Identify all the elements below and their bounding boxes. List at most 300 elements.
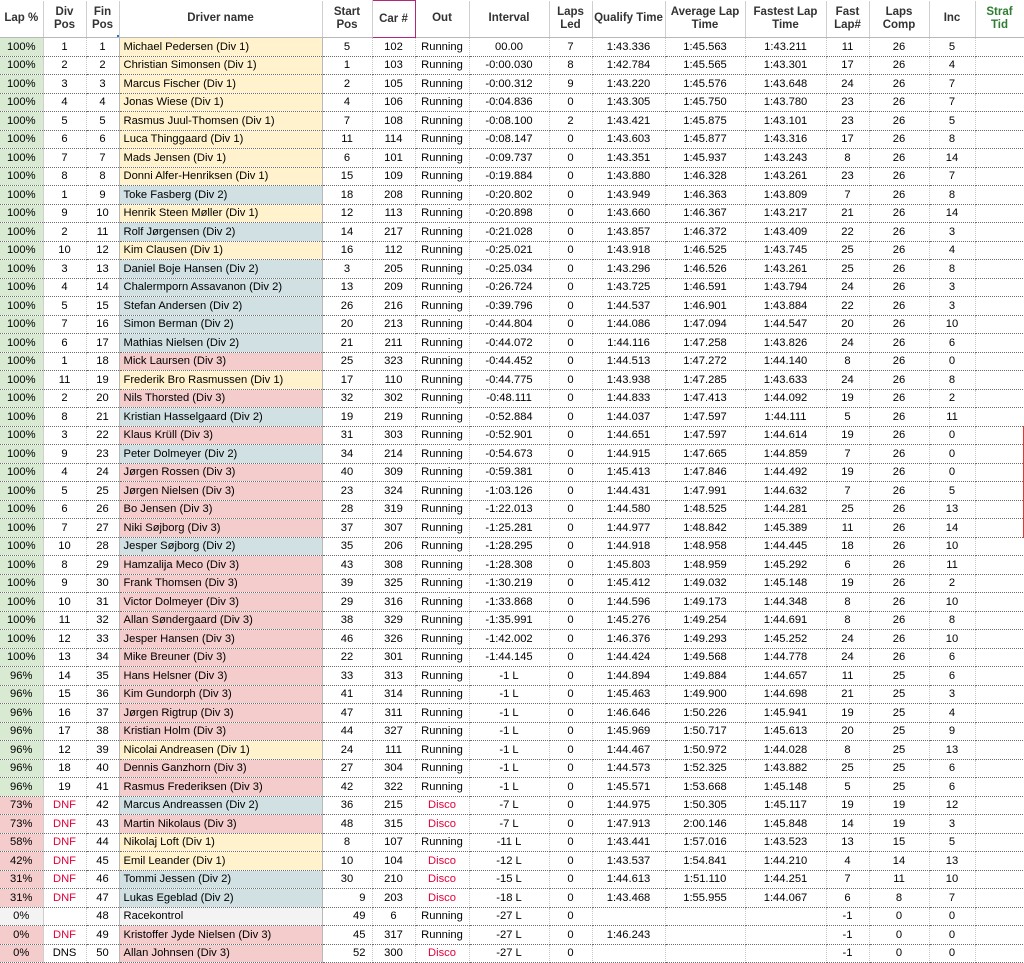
cell-straf-tid[interactable]	[975, 519, 1024, 538]
cell-laps-comp[interactable]: 26	[869, 537, 929, 556]
cell-car-number[interactable]: 214	[372, 445, 415, 464]
cell-average-lap[interactable]: 1:49.900	[665, 685, 745, 704]
cell-qualify-time[interactable]: 1:44.613	[592, 870, 665, 889]
cell-fastest-lap[interactable]: 1:45.389	[745, 519, 826, 538]
cell-fast-lap-num[interactable]: 25	[826, 759, 869, 778]
cell-laps-led[interactable]: 7	[549, 38, 592, 57]
cell-average-lap[interactable]: 1:46.526	[665, 260, 745, 279]
cell-straf-tid[interactable]	[975, 593, 1024, 612]
cell-fin-pos[interactable]: 12	[86, 241, 119, 260]
cell-laps-comp[interactable]: 25	[869, 685, 929, 704]
cell-car-number[interactable]: 303	[372, 426, 415, 445]
cell-qualify-time[interactable]: 1:43.918	[592, 241, 665, 260]
cell-car-number[interactable]: 203	[372, 889, 415, 908]
cell-laps-led[interactable]: 0	[549, 833, 592, 852]
cell-laps-led[interactable]: 0	[549, 796, 592, 815]
col-div-pos[interactable]: Div Pos	[43, 1, 86, 38]
cell-interval[interactable]: -1:44.145	[469, 648, 549, 667]
cell-laps-comp[interactable]: 25	[869, 778, 929, 797]
cell-lap-pct[interactable]: 96%	[0, 778, 43, 797]
cell-driver-name[interactable]: Mathias Nielsen (Div 2)	[119, 334, 322, 353]
cell-out[interactable]: Running	[415, 241, 469, 260]
cell-interval[interactable]: -1 L	[469, 722, 549, 741]
cell-laps-comp[interactable]: 26	[869, 519, 929, 538]
cell-laps-led[interactable]: 0	[549, 815, 592, 834]
cell-car-number[interactable]: 107	[372, 833, 415, 852]
cell-out[interactable]: Running	[415, 833, 469, 852]
cell-inc[interactable]: 0	[929, 426, 975, 445]
table-row[interactable]	[0, 796, 1024, 815]
cell-inc[interactable]: 11	[929, 408, 975, 427]
cell-fastest-lap[interactable]: 1:45.117	[745, 796, 826, 815]
cell-inc[interactable]: 6	[929, 334, 975, 353]
cell-start-pos[interactable]: 12	[322, 204, 372, 223]
cell-straf-tid[interactable]	[975, 778, 1024, 797]
cell-laps-comp[interactable]: 26	[869, 204, 929, 223]
cell-start-pos[interactable]: 11	[322, 130, 372, 149]
cell-fin-pos[interactable]: 15	[86, 297, 119, 316]
cell-driver-name[interactable]: Jørgen Rigtrup (Div 3)	[119, 704, 322, 723]
cell-interval[interactable]: -1 L	[469, 741, 549, 760]
cell-interval[interactable]: -11 L	[469, 833, 549, 852]
cell-interval[interactable]: -0:44.804	[469, 315, 549, 334]
cell-lap-pct[interactable]: 100%	[0, 352, 43, 371]
cell-average-lap[interactable]: 1:47.597	[665, 426, 745, 445]
cell-straf-tid[interactable]	[975, 926, 1024, 945]
cell-average-lap[interactable]: 1:45.937	[665, 149, 745, 168]
cell-start-pos[interactable]: 18	[322, 186, 372, 205]
cell-laps-led[interactable]: 0	[549, 315, 592, 334]
cell-laps-comp[interactable]: 19	[869, 796, 929, 815]
cell-fin-pos[interactable]: 26	[86, 500, 119, 519]
cell-laps-comp[interactable]: 15	[869, 833, 929, 852]
cell-qualify-time[interactable]: 1:45.413	[592, 463, 665, 482]
cell-fastest-lap[interactable]: 1:43.780	[745, 93, 826, 112]
cell-div-pos[interactable]: DNF	[43, 926, 86, 945]
cell-div-pos[interactable]: DNF	[43, 852, 86, 871]
cell-fin-pos[interactable]: 40	[86, 759, 119, 778]
cell-interval[interactable]: 00.00	[469, 38, 549, 57]
cell-fast-lap-num[interactable]: 20	[826, 722, 869, 741]
cell-lap-pct[interactable]: 100%	[0, 556, 43, 575]
cell-inc[interactable]: 13	[929, 500, 975, 519]
cell-fin-pos[interactable]: 41	[86, 778, 119, 797]
table-row[interactable]	[0, 278, 1024, 297]
cell-interval[interactable]: -0:20.802	[469, 186, 549, 205]
cell-div-pos[interactable]: 6	[43, 500, 86, 519]
cell-fast-lap-num[interactable]: 24	[826, 334, 869, 353]
cell-car-number[interactable]: 300	[372, 944, 415, 963]
cell-inc[interactable]: 8	[929, 260, 975, 279]
cell-inc[interactable]: 3	[929, 297, 975, 316]
table-row[interactable]	[0, 500, 1024, 519]
cell-interval[interactable]: -0:59.381	[469, 463, 549, 482]
cell-fastest-lap[interactable]: 1:43.826	[745, 334, 826, 353]
cell-fin-pos[interactable]: 37	[86, 704, 119, 723]
cell-out[interactable]: Running	[415, 445, 469, 464]
cell-lap-pct[interactable]: 100%	[0, 38, 43, 57]
cell-div-pos[interactable]: 4	[43, 278, 86, 297]
cell-interval[interactable]: -1:33.868	[469, 593, 549, 612]
cell-out[interactable]: Running	[415, 519, 469, 538]
cell-driver-name[interactable]: Jonas Wiese (Div 1)	[119, 93, 322, 112]
cell-fastest-lap[interactable]: 1:45.848	[745, 815, 826, 834]
cell-fin-pos[interactable]: 23	[86, 445, 119, 464]
table-row[interactable]	[0, 297, 1024, 316]
cell-qualify-time[interactable]: 1:44.915	[592, 445, 665, 464]
cell-laps-led[interactable]: 0	[549, 778, 592, 797]
cell-average-lap[interactable]: 1:49.884	[665, 667, 745, 686]
table-row[interactable]	[0, 352, 1024, 371]
cell-fast-lap-num[interactable]: 13	[826, 833, 869, 852]
cell-lap-pct[interactable]: 100%	[0, 186, 43, 205]
cell-out[interactable]: Running	[415, 408, 469, 427]
cell-inc[interactable]: 8	[929, 186, 975, 205]
cell-average-lap[interactable]: 1:53.668	[665, 778, 745, 797]
cell-laps-comp[interactable]: 25	[869, 704, 929, 723]
cell-average-lap[interactable]: 1:47.665	[665, 445, 745, 464]
cell-start-pos[interactable]: 49	[322, 907, 372, 926]
cell-laps-comp[interactable]: 26	[869, 593, 929, 612]
cell-laps-led[interactable]: 0	[549, 278, 592, 297]
cell-inc[interactable]: 9	[929, 722, 975, 741]
cell-lap-pct[interactable]: 42%	[0, 852, 43, 871]
cell-straf-tid[interactable]	[975, 75, 1024, 94]
cell-laps-led[interactable]: 0	[549, 759, 592, 778]
cell-qualify-time[interactable]: 1:44.975	[592, 796, 665, 815]
cell-fin-pos[interactable]: 7	[86, 149, 119, 168]
cell-laps-led[interactable]: 0	[549, 371, 592, 390]
cell-out[interactable]: Running	[415, 426, 469, 445]
cell-lap-pct[interactable]: 100%	[0, 334, 43, 353]
cell-driver-name[interactable]: Bo Jensen (Div 3)	[119, 500, 322, 519]
cell-lap-pct[interactable]: 100%	[0, 389, 43, 408]
cell-fast-lap-num[interactable]: 14	[826, 815, 869, 834]
cell-driver-name[interactable]: Marcus Fischer (Div 1)	[119, 75, 322, 94]
cell-laps-led[interactable]: 0	[549, 704, 592, 723]
cell-inc[interactable]: 4	[929, 704, 975, 723]
cell-start-pos[interactable]: 25	[322, 352, 372, 371]
cell-fast-lap-num[interactable]: 4	[826, 852, 869, 871]
cell-laps-comp[interactable]: 11	[869, 870, 929, 889]
table-row[interactable]	[0, 186, 1024, 205]
cell-fast-lap-num[interactable]: 18	[826, 537, 869, 556]
cell-car-number[interactable]: 101	[372, 149, 415, 168]
cell-laps-led[interactable]: 0	[549, 260, 592, 279]
cell-lap-pct[interactable]: 58%	[0, 833, 43, 852]
cell-lap-pct[interactable]: 100%	[0, 426, 43, 445]
cell-laps-comp[interactable]: 26	[869, 371, 929, 390]
cell-inc[interactable]: 8	[929, 611, 975, 630]
cell-laps-led[interactable]: 0	[549, 389, 592, 408]
cell-laps-led[interactable]: 8	[549, 56, 592, 75]
table-row[interactable]	[0, 870, 1024, 889]
cell-lap-pct[interactable]: 100%	[0, 648, 43, 667]
cell-average-lap[interactable]: 1:49.568	[665, 648, 745, 667]
cell-fastest-lap[interactable]: 1:43.409	[745, 223, 826, 242]
cell-inc[interactable]: 0	[929, 445, 975, 464]
table-row[interactable]	[0, 556, 1024, 575]
cell-out[interactable]: Running	[415, 204, 469, 223]
cell-start-pos[interactable]: 28	[322, 500, 372, 519]
cell-driver-name[interactable]: Peter Dolmeyer (Div 2)	[119, 445, 322, 464]
cell-driver-name[interactable]: Marcus Andreassen (Div 2)	[119, 796, 322, 815]
cell-straf-tid[interactable]	[975, 297, 1024, 316]
cell-start-pos[interactable]: 5	[322, 38, 372, 57]
cell-car-number[interactable]: 103	[372, 56, 415, 75]
cell-inc[interactable]: 0	[929, 463, 975, 482]
cell-fast-lap-num[interactable]: 6	[826, 556, 869, 575]
cell-fastest-lap[interactable]: 1:43.211	[745, 38, 826, 57]
cell-driver-name[interactable]: Emil Leander (Div 1)	[119, 852, 322, 871]
cell-out[interactable]: Running	[415, 278, 469, 297]
cell-interval[interactable]: -15 L	[469, 870, 549, 889]
cell-out[interactable]: Disco	[415, 889, 469, 908]
cell-inc[interactable]: 5	[929, 482, 975, 501]
cell-fastest-lap[interactable]: 1:44.210	[745, 852, 826, 871]
col-fin-pos[interactable]: Fin Pos	[86, 1, 119, 38]
cell-straf-tid[interactable]	[975, 186, 1024, 205]
cell-out[interactable]: Running	[415, 297, 469, 316]
cell-div-pos[interactable]: 10	[43, 241, 86, 260]
cell-lap-pct[interactable]: 100%	[0, 500, 43, 519]
cell-laps-comp[interactable]: 26	[869, 130, 929, 149]
cell-straf-tid[interactable]	[975, 741, 1024, 760]
table-row[interactable]	[0, 667, 1024, 686]
col-straf-tid[interactable]: Straf Tid	[975, 1, 1024, 38]
cell-interval[interactable]: -1:42.002	[469, 630, 549, 649]
cell-qualify-time[interactable]: 1:44.431	[592, 482, 665, 501]
cell-average-lap[interactable]: 1:46.367	[665, 204, 745, 223]
cell-fastest-lap[interactable]: 1:44.691	[745, 611, 826, 630]
cell-inc[interactable]: 10	[929, 537, 975, 556]
cell-straf-tid[interactable]	[975, 56, 1024, 75]
cell-start-pos[interactable]: 38	[322, 611, 372, 630]
cell-average-lap[interactable]: 1:49.032	[665, 574, 745, 593]
table-row[interactable]	[0, 889, 1024, 908]
cell-straf-tid[interactable]	[975, 889, 1024, 908]
table-row[interactable]	[0, 537, 1024, 556]
cell-fin-pos[interactable]: 43	[86, 815, 119, 834]
cell-div-pos[interactable]: 5	[43, 482, 86, 501]
cell-driver-name[interactable]: Victor Dolmeyer (Div 3)	[119, 593, 322, 612]
cell-fin-pos[interactable]: 19	[86, 371, 119, 390]
cell-fast-lap-num[interactable]: 20	[826, 315, 869, 334]
cell-fin-pos[interactable]: 11	[86, 223, 119, 242]
cell-fin-pos[interactable]: 13	[86, 260, 119, 279]
cell-inc[interactable]: 5	[929, 38, 975, 57]
cell-div-pos[interactable]	[43, 907, 86, 926]
cell-inc[interactable]: 0	[929, 352, 975, 371]
cell-average-lap[interactable]: 1:47.285	[665, 371, 745, 390]
cell-fastest-lap[interactable]	[745, 944, 826, 963]
cell-straf-tid[interactable]	[975, 574, 1024, 593]
cell-car-number[interactable]: 219	[372, 408, 415, 427]
cell-inc[interactable]: 14	[929, 519, 975, 538]
cell-driver-name[interactable]: Lukas Egeblad (Div 2)	[119, 889, 322, 908]
cell-average-lap[interactable]	[665, 907, 745, 926]
cell-lap-pct[interactable]: 96%	[0, 685, 43, 704]
cell-lap-pct[interactable]: 96%	[0, 722, 43, 741]
col-driver-name[interactable]: Driver name	[119, 1, 322, 38]
cell-out[interactable]: Running	[415, 482, 469, 501]
cell-straf-tid[interactable]	[975, 611, 1024, 630]
cell-car-number[interactable]: 205	[372, 260, 415, 279]
cell-out[interactable]: Running	[415, 630, 469, 649]
cell-average-lap[interactable]: 1:46.901	[665, 297, 745, 316]
cell-average-lap[interactable]: 1:54.841	[665, 852, 745, 871]
cell-laps-comp[interactable]: 25	[869, 722, 929, 741]
cell-laps-led[interactable]: 0	[549, 537, 592, 556]
cell-laps-led[interactable]: 0	[549, 593, 592, 612]
cell-div-pos[interactable]: 5	[43, 112, 86, 131]
cell-out[interactable]: Disco	[415, 870, 469, 889]
cell-laps-led[interactable]: 0	[549, 204, 592, 223]
col-start-pos[interactable]: Start Pos	[322, 1, 372, 38]
cell-out[interactable]: Running	[415, 56, 469, 75]
cell-div-pos[interactable]: 7	[43, 149, 86, 168]
cell-car-number[interactable]: 210	[372, 870, 415, 889]
cell-out[interactable]: Running	[415, 167, 469, 186]
cell-div-pos[interactable]: 1	[43, 352, 86, 371]
cell-laps-led[interactable]: 0	[549, 852, 592, 871]
col-laps-led[interactable]: Laps Led	[549, 1, 592, 38]
table-row[interactable]	[0, 759, 1024, 778]
table-row[interactable]	[0, 408, 1024, 427]
cell-fin-pos[interactable]: 39	[86, 741, 119, 760]
cell-fast-lap-num[interactable]: 5	[826, 778, 869, 797]
cell-interval[interactable]: -7 L	[469, 796, 549, 815]
cell-interval[interactable]: -1:22.013	[469, 500, 549, 519]
cell-car-number[interactable]: 324	[372, 482, 415, 501]
cell-lap-pct[interactable]: 100%	[0, 519, 43, 538]
cell-fastest-lap[interactable]: 1:44.348	[745, 593, 826, 612]
table-row[interactable]	[0, 334, 1024, 353]
cell-car-number[interactable]: 309	[372, 463, 415, 482]
cell-fin-pos[interactable]: 4	[86, 93, 119, 112]
cell-lap-pct[interactable]: 100%	[0, 75, 43, 94]
cell-lap-pct[interactable]: 100%	[0, 482, 43, 501]
cell-laps-comp[interactable]: 0	[869, 944, 929, 963]
cell-start-pos[interactable]: 10	[322, 852, 372, 871]
cell-lap-pct[interactable]: 100%	[0, 204, 43, 223]
cell-qualify-time[interactable]: 1:43.351	[592, 149, 665, 168]
cell-car-number[interactable]: 102	[372, 38, 415, 57]
cell-inc[interactable]: 10	[929, 315, 975, 334]
cell-fastest-lap[interactable]: 1:44.281	[745, 500, 826, 519]
cell-fin-pos[interactable]: 17	[86, 334, 119, 353]
cell-start-pos[interactable]: 14	[322, 223, 372, 242]
cell-fast-lap-num[interactable]: 17	[826, 56, 869, 75]
cell-driver-name[interactable]: Mike Breuner (Div 3)	[119, 648, 322, 667]
cell-driver-name[interactable]: Kim Gundorph (Div 3)	[119, 685, 322, 704]
cell-driver-name[interactable]: Frederik Bro Rasmussen (Div 1)	[119, 371, 322, 390]
cell-div-pos[interactable]: 9	[43, 574, 86, 593]
cell-interval[interactable]: -0:26.724	[469, 278, 549, 297]
cell-straf-tid[interactable]	[975, 167, 1024, 186]
cell-fastest-lap[interactable]: 1:45.252	[745, 630, 826, 649]
cell-fin-pos[interactable]: 48	[86, 907, 119, 926]
cell-interval[interactable]: -0:08.147	[469, 130, 549, 149]
cell-interval[interactable]: -1 L	[469, 704, 549, 723]
cell-qualify-time[interactable]: 1:45.412	[592, 574, 665, 593]
table-row[interactable]	[0, 241, 1024, 260]
cell-out[interactable]: Running	[415, 500, 469, 519]
cell-div-pos[interactable]: 12	[43, 630, 86, 649]
cell-laps-led[interactable]: 0	[549, 334, 592, 353]
cell-inc[interactable]: 2	[929, 389, 975, 408]
cell-fastest-lap[interactable]: 1:43.794	[745, 278, 826, 297]
table-row[interactable]	[0, 815, 1024, 834]
cell-div-pos[interactable]: 4	[43, 93, 86, 112]
cell-straf-tid[interactable]	[975, 204, 1024, 223]
cell-inc[interactable]: 0	[929, 944, 975, 963]
cell-lap-pct[interactable]: 100%	[0, 56, 43, 75]
cell-car-number[interactable]: 215	[372, 796, 415, 815]
cell-fin-pos[interactable]: 24	[86, 463, 119, 482]
cell-driver-name[interactable]: Simon Berman (Div 2)	[119, 315, 322, 334]
cell-qualify-time[interactable]: 1:43.537	[592, 852, 665, 871]
cell-car-number[interactable]: 304	[372, 759, 415, 778]
cell-lap-pct[interactable]: 73%	[0, 796, 43, 815]
cell-div-pos[interactable]: DNS	[43, 944, 86, 963]
cell-fast-lap-num[interactable]: 6	[826, 889, 869, 908]
cell-fin-pos[interactable]: 49	[86, 926, 119, 945]
cell-qualify-time[interactable]: 1:44.977	[592, 519, 665, 538]
cell-start-pos[interactable]: 31	[322, 426, 372, 445]
cell-laps-led[interactable]: 0	[549, 408, 592, 427]
cell-laps-comp[interactable]: 26	[869, 112, 929, 131]
cell-car-number[interactable]: 105	[372, 75, 415, 94]
cell-laps-comp[interactable]: 26	[869, 186, 929, 205]
cell-interval[interactable]: -1 L	[469, 685, 549, 704]
cell-inc[interactable]: 13	[929, 852, 975, 871]
cell-driver-name[interactable]: Toke Fasberg (Div 2)	[119, 186, 322, 205]
cell-average-lap[interactable]: 1:45.576	[665, 75, 745, 94]
cell-inc[interactable]: 7	[929, 75, 975, 94]
col-average-lap[interactable]: Average Lap Time	[665, 1, 745, 38]
table-row[interactable]	[0, 463, 1024, 482]
cell-average-lap[interactable]: 1:47.597	[665, 408, 745, 427]
cell-average-lap[interactable]: 1:46.525	[665, 241, 745, 260]
cell-out[interactable]: Running	[415, 75, 469, 94]
cell-div-pos[interactable]: 6	[43, 334, 86, 353]
cell-straf-tid[interactable]	[975, 278, 1024, 297]
cell-div-pos[interactable]: 6	[43, 130, 86, 149]
cell-car-number[interactable]: 322	[372, 778, 415, 797]
cell-fastest-lap[interactable]: 1:43.882	[745, 759, 826, 778]
cell-fast-lap-num[interactable]: 25	[826, 500, 869, 519]
cell-fin-pos[interactable]: 1	[86, 38, 119, 57]
cell-fast-lap-num[interactable]: 8	[826, 149, 869, 168]
cell-laps-comp[interactable]: 26	[869, 167, 929, 186]
cell-laps-led[interactable]: 0	[549, 130, 592, 149]
cell-laps-comp[interactable]: 26	[869, 241, 929, 260]
cell-fast-lap-num[interactable]: -1	[826, 907, 869, 926]
cell-fastest-lap[interactable]: 1:44.067	[745, 889, 826, 908]
cell-lap-pct[interactable]: 100%	[0, 630, 43, 649]
table-row[interactable]	[0, 593, 1024, 612]
cell-laps-comp[interactable]: 26	[869, 445, 929, 464]
cell-interval[interactable]: -0:25.034	[469, 260, 549, 279]
cell-car-number[interactable]: 316	[372, 593, 415, 612]
cell-straf-tid[interactable]	[975, 796, 1024, 815]
cell-fast-lap-num[interactable]: 23	[826, 167, 869, 186]
cell-driver-name[interactable]: Kristian Hasselgaard (Div 2)	[119, 408, 322, 427]
cell-average-lap[interactable]: 1:45.750	[665, 93, 745, 112]
cell-fast-lap-num[interactable]: 7	[826, 186, 869, 205]
cell-straf-tid[interactable]	[975, 223, 1024, 242]
